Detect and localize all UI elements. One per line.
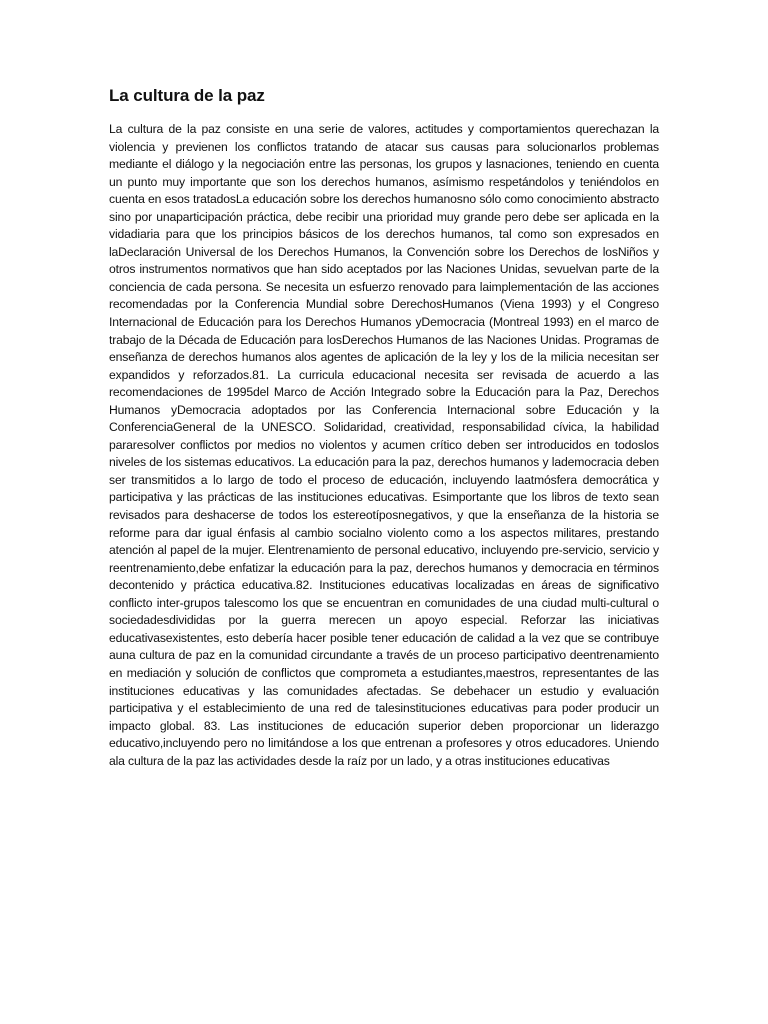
document-body-paragraph: La cultura de la paz consiste en una serie de valores, actitudes y comportamientos querechazan la violencia y previenen los conflictos tratando de atacar sus causas para solucionarlos problemas mediante el diálogo y la negociación entre las personas, los grupos y lasnaciones, teniendo en cuenta un punto muy importante que son los derechos humanos, asímismo respetándolos y teniéndolos en cuenta en esos tratadosLa educación sobre los derechos humanosno sólo como conocimiento abstracto sino por unaparticipación práctica, debe recibir una prioridad muy grande pero debe ser aplicada en la vidadiaria para que los principios básicos de los derechos humanos, tal como son expresados en laDeclaración Universal de los Derechos Humanos, la Convención sobre los Derechos de losNiños y otros instrumentos normativos que han sido aceptados por las Naciones Unidas, sevuelvan parte de la conciencia de cada persona. Se necesita un esfuerzo renovado para laimplementación de las acciones recomendadas por la Conferencia Mundial sobre DerechosHumanos (Viena 1993) y el Congreso Internacional de Educación para los Derechos Humanos yDemocracia (Montreal 1993) en el marco de trabajo de la Década de Educación para losDerechos Humanos de las Naciones Unidas. Programas de enseñanza de derechos humanos alos agentes de aplicación de la ley y los de la milicia necesitan ser expandidos y reforzados.81. La curricula educacional necesita ser revisada de acuerdo a las recomendaciones de 1995del Marco de Acción Integrado sobre la Educación para la Paz, Derechos Humanos yDemocracia adoptados por las Conferencia Internacional sobre Educación y la ConferenciaGeneral de la UNESCO. Solidaridad, creatividad, responsabilidad cívica, la habilidad pararesolver conflictos por medios no violentos y acumen crítico deben ser introducidos en todoslos niveles de los sistemas educativos. La educación para la paz, derechos humanos y lademocracia deben ser transmitidos a lo largo de todo el proceso de educación, incluyendo laatmósfera democrática y participativa y las prácticas de las instituciones educativas. Esimportante que los libros de texto sean revisados para deshacerse de todos los estereotíposnegativos, y que la enseñanza de la historia se reforme para dar igual énfasis al cambio socialno violento como a los aspectos militares, prestando atención al papel de la mujer. Elentrenamiento de personal educativo, incluyendo pre-servicio, servicio y reentrenamiento,debe enfatizar la educación para la paz, derechos humanos y democracia en términos decontenido y práctica educativa.82. Instituciones educativas localizadas en áreas de significativo conflicto inter-grupos talescomo los que se encuentran en comunidades de una ciudad multi-cultural o sociedadesdivididas por la guerra merecen un apoyo especial. Reforzar las iniciativas educativasexistentes, esto debería hacer posible tener educación de calidad a la vez que se contribuye auna cultura de paz en la comunidad circundante a través de un proceso participativo deentrenamiento en mediación y solución de conflictos que comprometa a estudiantes,maestros, representantes de las instituciones educativas y las comunidades afectadas. Se debehacer un estudio y evaluación participativa y el establecimiento de una red de talesinstituciones educativas para poder producir un impacto global. 83. Las instituciones de educación superior deben proporcionar un liderazgo educativo,incluyendo pero no limitándose a los que entrenan a profesores y otros educadores. Uniendo ala cultura de la paz las actividades desde la raíz por un lado, y a otras instituciones educativas [109, 122, 659, 768]
document-title: La cultura de la paz [109, 86, 265, 105]
